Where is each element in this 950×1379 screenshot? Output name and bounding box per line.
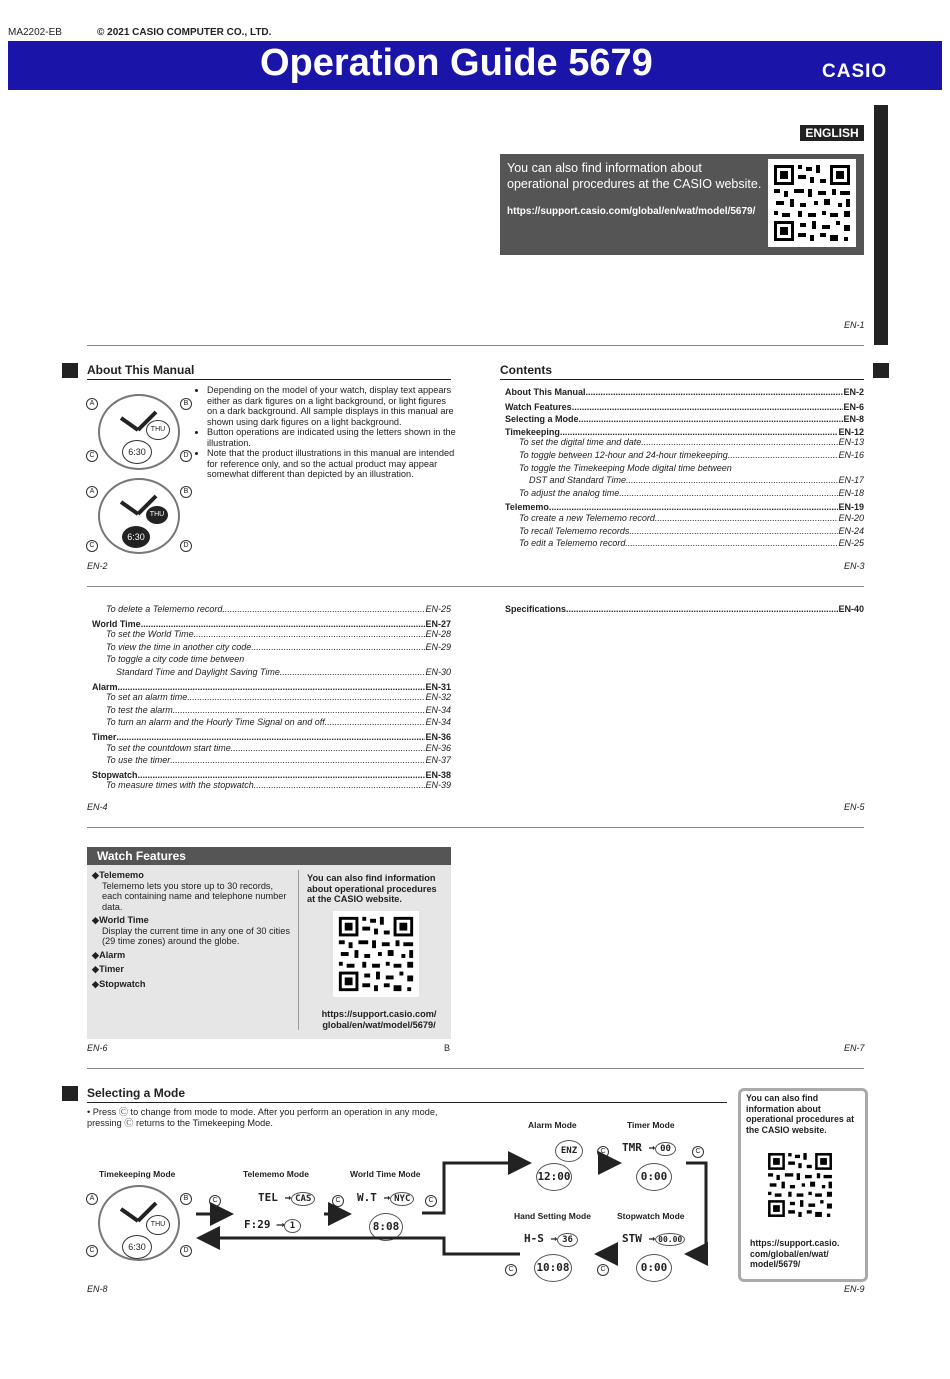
qr-code-icon: [763, 1148, 837, 1222]
day-display: THU: [146, 506, 168, 524]
about-title: About This Manual: [87, 363, 195, 377]
section-rule: [500, 379, 864, 380]
page-number: EN-2: [87, 561, 108, 571]
info-box: [500, 154, 864, 255]
button-b-label: B: [180, 486, 192, 498]
toc-entry[interactable]: To set the digital time and date ..... EN-13: [519, 437, 864, 447]
mode-label-world-time: World Time Mode: [350, 1169, 421, 1179]
page-number: EN-4: [87, 802, 108, 812]
feature-alarm: ◆Alarm: [92, 949, 126, 960]
section-rule: [87, 379, 451, 380]
toc-entry[interactable]: To turn an alarm and the Hourly Time Signal on and off ..... EN-34: [106, 717, 451, 727]
toc-column-2: [92, 604, 451, 799]
page-number: EN-6: [87, 1043, 108, 1053]
info-text: You can also find information about operational procedures at the CASIO website.: [507, 161, 762, 191]
toc-entry[interactable]: To set an alarm time ..... EN-32: [106, 692, 451, 702]
toc-entry[interactable]: To view the time in another city code ..... EN-29: [106, 642, 451, 652]
watch-illustration-light: [86, 390, 196, 470]
toc-entry[interactable]: To toggle the Timekeeping Mode digital time between: [519, 462, 732, 473]
world-screen-top: W.T → NYC: [357, 1191, 414, 1206]
telememo-screen-bottom: F:29 ⟶ 1: [244, 1218, 301, 1233]
mode-label-telememo: Telememo Mode: [243, 1169, 309, 1179]
toc-entry[interactable]: To test the alarm ..... EN-34: [106, 705, 451, 715]
toc-entry[interactable]: About This Manual ..... EN-2: [505, 387, 864, 397]
toc-entry[interactable]: To adjust the analog time ..... EN-18: [519, 488, 864, 498]
toc-entry[interactable]: World Time ..... EN-27: [92, 619, 451, 629]
document-code: MA2202-EB: [8, 27, 62, 38]
c-button-icon: C: [692, 1146, 704, 1158]
page-number: EN-9: [844, 1284, 865, 1294]
c-button-icon: C: [425, 1195, 437, 1207]
day-display: THU: [146, 1215, 170, 1235]
page-title: Operation Guide 5679: [260, 42, 653, 84]
watch-illustration-dark: [86, 474, 196, 554]
button-c-label: C: [86, 540, 98, 552]
divider: [87, 1068, 864, 1069]
hand-screen-bottom: 10:08: [534, 1254, 572, 1282]
c-button-icon: C: [597, 1146, 609, 1158]
world-screen-bottom: 8:08: [369, 1213, 403, 1241]
toc-entry[interactable]: Timekeeping ..... EN-12: [505, 427, 864, 437]
button-a-label: A: [86, 398, 98, 410]
hand-screen-top: H-S → 36: [524, 1232, 578, 1247]
button-b-label: B: [180, 1193, 192, 1205]
toc-entry[interactable]: To delete a Telememo record ..... EN-25: [106, 604, 451, 614]
page-number: EN-8: [87, 1284, 108, 1294]
mode-label-timer: Timer Mode: [627, 1120, 675, 1130]
telememo-screen-top: TEL → CAS: [258, 1191, 315, 1206]
mode-label-timekeeping: Timekeeping Mode: [99, 1169, 176, 1179]
alarm-screen-top: ENZ: [555, 1140, 583, 1162]
toc-column-3: [505, 604, 864, 624]
toc-entry[interactable]: Telememo ..... EN-19: [505, 502, 864, 512]
features-title: Watch Features: [97, 849, 186, 863]
toc-entry[interactable]: Watch Features ..... EN-6: [505, 402, 864, 412]
toc-entry[interactable]: Timer ..... EN-36: [92, 732, 451, 742]
toc-entry[interactable]: To set the World Time ..... EN-28: [106, 629, 451, 639]
toc-entry[interactable]: To recall Telememo records ..... EN-24: [519, 526, 864, 536]
toc-entry[interactable]: To toggle a city code time between: [106, 654, 245, 665]
toc-entry[interactable]: Standard Time and Daylight Saving Time ..... EN-30: [116, 667, 451, 677]
toc-entry[interactable]: Specifications ..... EN-40: [505, 604, 864, 614]
stopwatch-screen-top: STW → 00.00: [622, 1232, 685, 1246]
time-display: 6:30: [122, 526, 150, 548]
timer-screen-bottom: 0:00: [636, 1163, 672, 1191]
column-divider: [298, 870, 299, 1030]
button-a-label: A: [86, 486, 98, 498]
qr-code-icon: [768, 159, 856, 247]
section-marker: [62, 1086, 78, 1101]
time-display: 6:30: [122, 1235, 152, 1259]
divider: [87, 586, 864, 587]
timer-screen-top: TMR → 00: [622, 1141, 676, 1156]
c-button-icon: C: [332, 1195, 344, 1207]
toc-entry[interactable]: Alarm ..... EN-31: [92, 682, 451, 692]
section-marker: [62, 363, 78, 378]
page-number: EN-1: [844, 320, 865, 330]
button-a-label: A: [86, 1193, 98, 1205]
features-web-note: You can also find information about operational procedures at the CASIO website.: [307, 873, 437, 904]
button-b-label: B: [180, 398, 192, 410]
feature-stopwatch: ◆Stopwatch: [92, 978, 146, 989]
feature-timer: ◆Timer: [92, 964, 124, 974]
c-button-icon: C: [209, 1195, 221, 1207]
qr-code-icon: [333, 911, 419, 997]
copyright: © 2021 CASIO COMPUTER CO., LTD.: [97, 27, 272, 38]
selecting-web-note: You can also find information about operational procedures at the CASIO website.: [746, 1093, 855, 1135]
toc-entry[interactable]: To edit a Telememo record ..... EN-25: [519, 538, 864, 548]
feature-telememo: ◆Telememo Telememo lets you store up to 30 records, each containing name and telephone number data.: [92, 870, 287, 912]
contents-title: Contents: [500, 363, 552, 377]
side-bar: [874, 105, 888, 345]
c-button-icon: C: [505, 1264, 517, 1276]
toc-column-1: [505, 387, 864, 557]
bullet-item: • Depending on the model of your watch, display text appears either as dark figures on a light background, or light figures on a dark background. All sample displays in this manual are shown using dark figures on a light background.: [207, 385, 457, 427]
features-header: [87, 847, 451, 865]
page-number: EN-7: [844, 1043, 865, 1053]
divider: [87, 827, 864, 828]
c-button-icon: C: [597, 1264, 609, 1276]
time-display: 6:30: [122, 440, 152, 464]
toc-entry[interactable]: Stopwatch ..... EN-38: [92, 770, 451, 780]
about-bullets: [199, 385, 457, 480]
mode-label-stopwatch: Stopwatch Mode: [617, 1211, 685, 1221]
toc-entry[interactable]: DST and Standard Time ..... EN-17: [529, 475, 864, 485]
toc-entry[interactable]: Selecting a Mode ..... EN-8: [505, 414, 864, 424]
day-display: THU: [146, 420, 170, 440]
toc-entry[interactable]: To measure times with the stopwatch ..... EN-39: [106, 780, 451, 790]
toc-entry[interactable]: To create a new Telememo record ..... EN-20: [519, 513, 864, 523]
selecting-url[interactable]: https://support.casio. com/global/en/wat/ model/5679/: [750, 1238, 840, 1269]
language-tab: ENGLISH: [800, 125, 864, 141]
button-d-label: D: [180, 1245, 192, 1257]
selecting-bullet: • Press Ⓒ to change from mode to mode. After you perform an operation in any mode, pressing Ⓒ returns to the Timekeeping Mode.: [87, 1107, 438, 1128]
bullet-item: • Note that the product illustrations in this manual are intended for reference only, and so the actual product may appear somewhat different than depicted by an illustration.: [207, 448, 457, 480]
section-marker: [873, 363, 889, 378]
page-number: EN-5: [844, 802, 865, 812]
button-c-label: C: [86, 450, 98, 462]
info-url[interactable]: https://support.casio.com/global/en/wat/model/5679/: [507, 206, 756, 217]
casio-logo: CASIO: [822, 61, 888, 82]
divider: [87, 345, 864, 346]
bullet-item: • Button operations are indicated using the letters shown in the illustration.: [207, 427, 457, 448]
button-c-label: C: [86, 1245, 98, 1257]
mode-label-hand-setting: Hand Setting Mode: [514, 1211, 591, 1221]
toc-entry[interactable]: To use the timer ..... EN-37: [106, 755, 451, 765]
page-number: EN-3: [844, 561, 865, 571]
button-d-label: D: [180, 450, 192, 462]
mode-flow-arrows-icon: [0, 1100, 730, 1300]
toc-entry[interactable]: To set the countdown start time ..... EN-36: [106, 743, 451, 753]
mode-label-alarm: Alarm Mode: [528, 1120, 577, 1130]
features-list: [92, 870, 292, 989]
stopwatch-screen-bottom: 0:00: [636, 1254, 672, 1282]
alarm-screen-bottom: 12:00: [536, 1163, 572, 1191]
selecting-title: Selecting a Mode: [87, 1086, 186, 1100]
page-letter: B: [444, 1043, 451, 1053]
feature-world-time: ◆World Time Display the current time in any one of 30 cities (29 time zones) around the globe.: [92, 915, 290, 946]
button-d-label: D: [180, 540, 192, 552]
features-url[interactable]: https://support.casio.com/ global/en/wat/model/5679/: [321, 1009, 437, 1030]
toc-entry[interactable]: To toggle between 12-hour and 24-hour timekeeping ..... EN-16: [519, 450, 864, 460]
